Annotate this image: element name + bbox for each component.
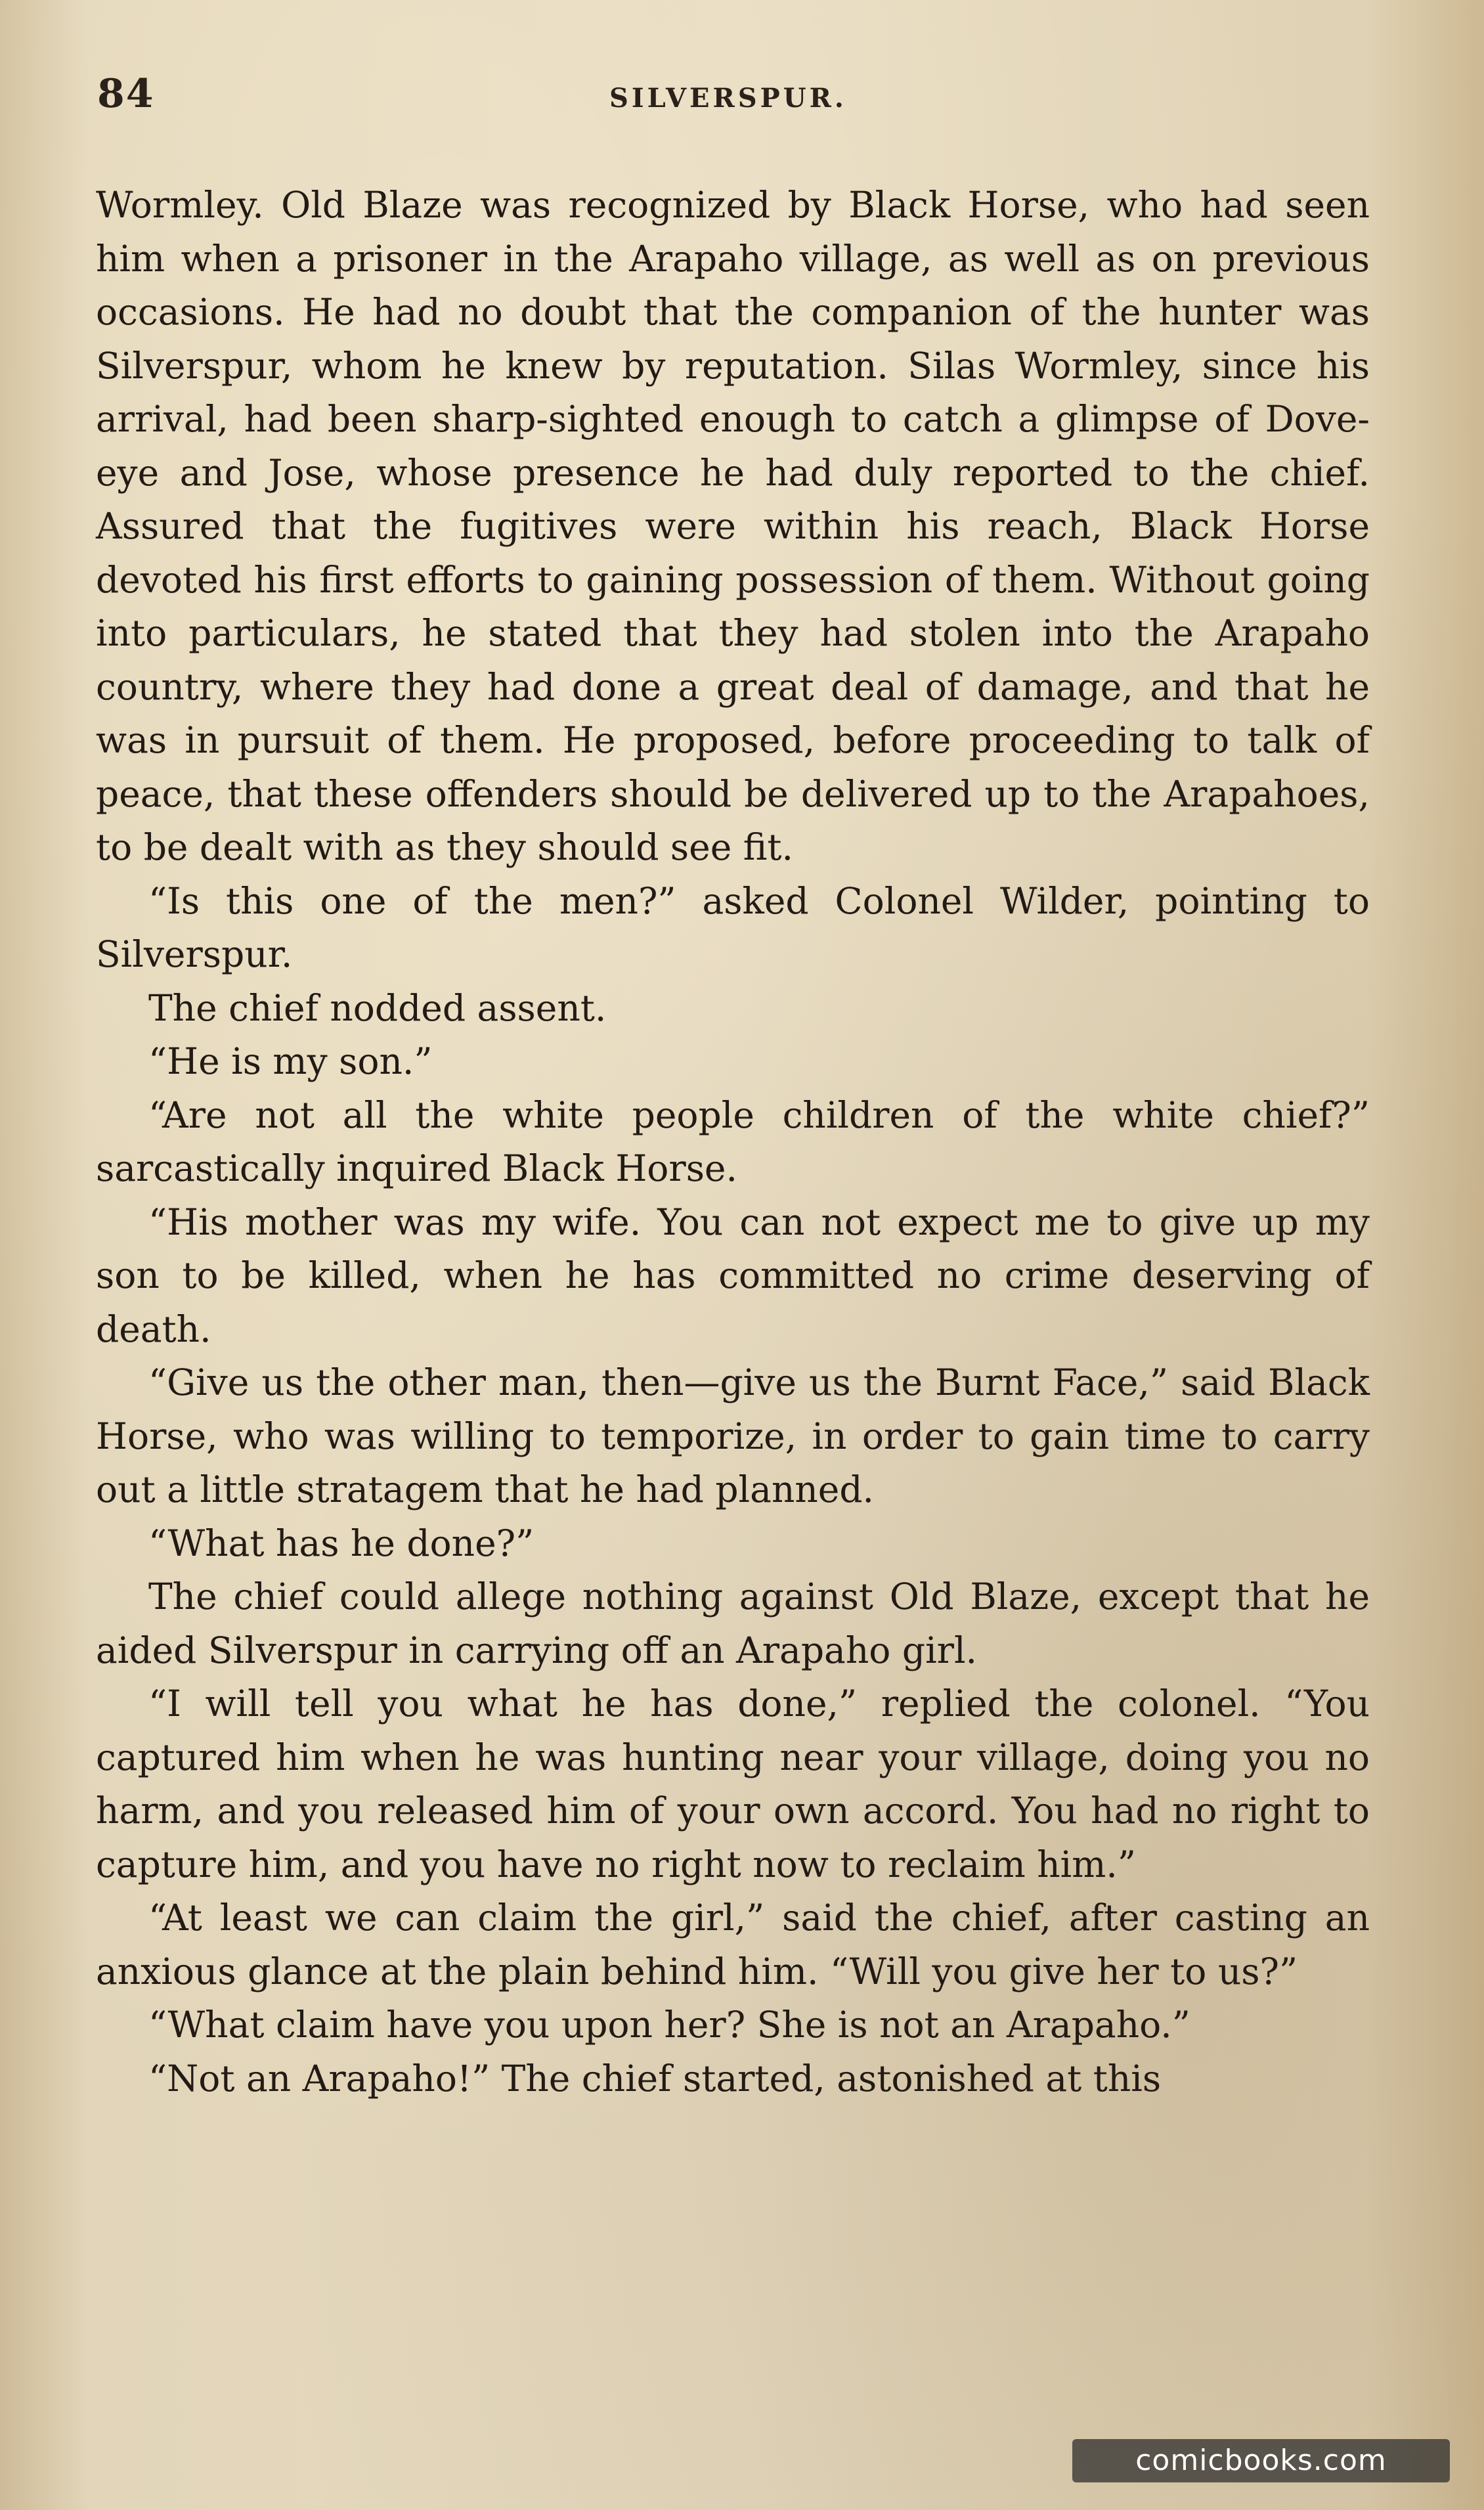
paragraph: “His mother was my wife. You can not expect me to give up my son to be killed, when he has committed no crime deserving of death.	[96, 1200, 1370, 1350]
page-header	[97, 71, 1371, 123]
paragraph: “At least we can claim the girl,” said the chief, after casting an anxious glance at the plain behind him. “Will you give her to us?”	[96, 1897, 1370, 1993]
paragraph: The chief nodded assent.	[148, 986, 607, 1029]
paragraph: “Are not all the white people children of the white chief?” sarcastically inquired Black Horse.	[96, 1093, 1370, 1189]
paragraph: “Is this one of the men?” asked Colonel Wilder, pointing to Silverspur.	[96, 879, 1370, 975]
paragraph: “What claim have you upon her? She is not an Arapaho.”	[148, 2004, 1190, 2046]
paragraph: “I will tell you what he has done,” replied the colonel. “You captured him when he was hunting near your village, doing you no harm, and you released him of your own accord. You had no right to capture him, and you have no right now to reclaim him.”	[96, 1683, 1370, 1885]
paragraph: Wormley. Old Blaze was recognized by Black Horse, who had seen him when a prisoner in the Arapaho village, as well as on previous occasions. He had no doubt that the companion of the hunter was Silverspur, whom he knew by reputation. Silas Wormley, since his arrival, had been sharp-sighted enough to catch a glimpse of Dove-eye and Jose, whose presence he had duly reported to the chief. Assured that the fugitives were within his reach, Black Horse devoted his first efforts to gaining possession of them. Without going into particulars, he stated that they had stolen into the Arapaho country, where they had done a great deal of damage, and that he was in pursuit of them. He proposed, before proceeding to talk of peace, that these offenders should be delivered up to the Arapahoes, to be dealt with as they should see fit.	[96, 184, 1370, 868]
running-title: SILVERSPUR.	[609, 83, 847, 114]
paragraph: “He is my son.”	[148, 1040, 433, 1082]
paragraph: “Give us the other man, then—give us the Burnt Face,” said Black Horse, who was willing to temporize, in order to gain time to carry out a little stratagem that he had planned.	[96, 1361, 1370, 1510]
paragraph: “What has he done?”	[148, 1522, 535, 1564]
paragraph: The chief could allege nothing against Old Blaze, except that he aided Silverspur in carrying off an Arapaho girl.	[96, 1575, 1370, 1671]
body-text	[96, 179, 1370, 2105]
paragraph: “Not an Arapaho!” The chief started, astonished at this	[148, 2057, 1162, 2100]
watermark: comicbooks.com	[1072, 2439, 1450, 2482]
page-number: 84	[97, 71, 155, 117]
